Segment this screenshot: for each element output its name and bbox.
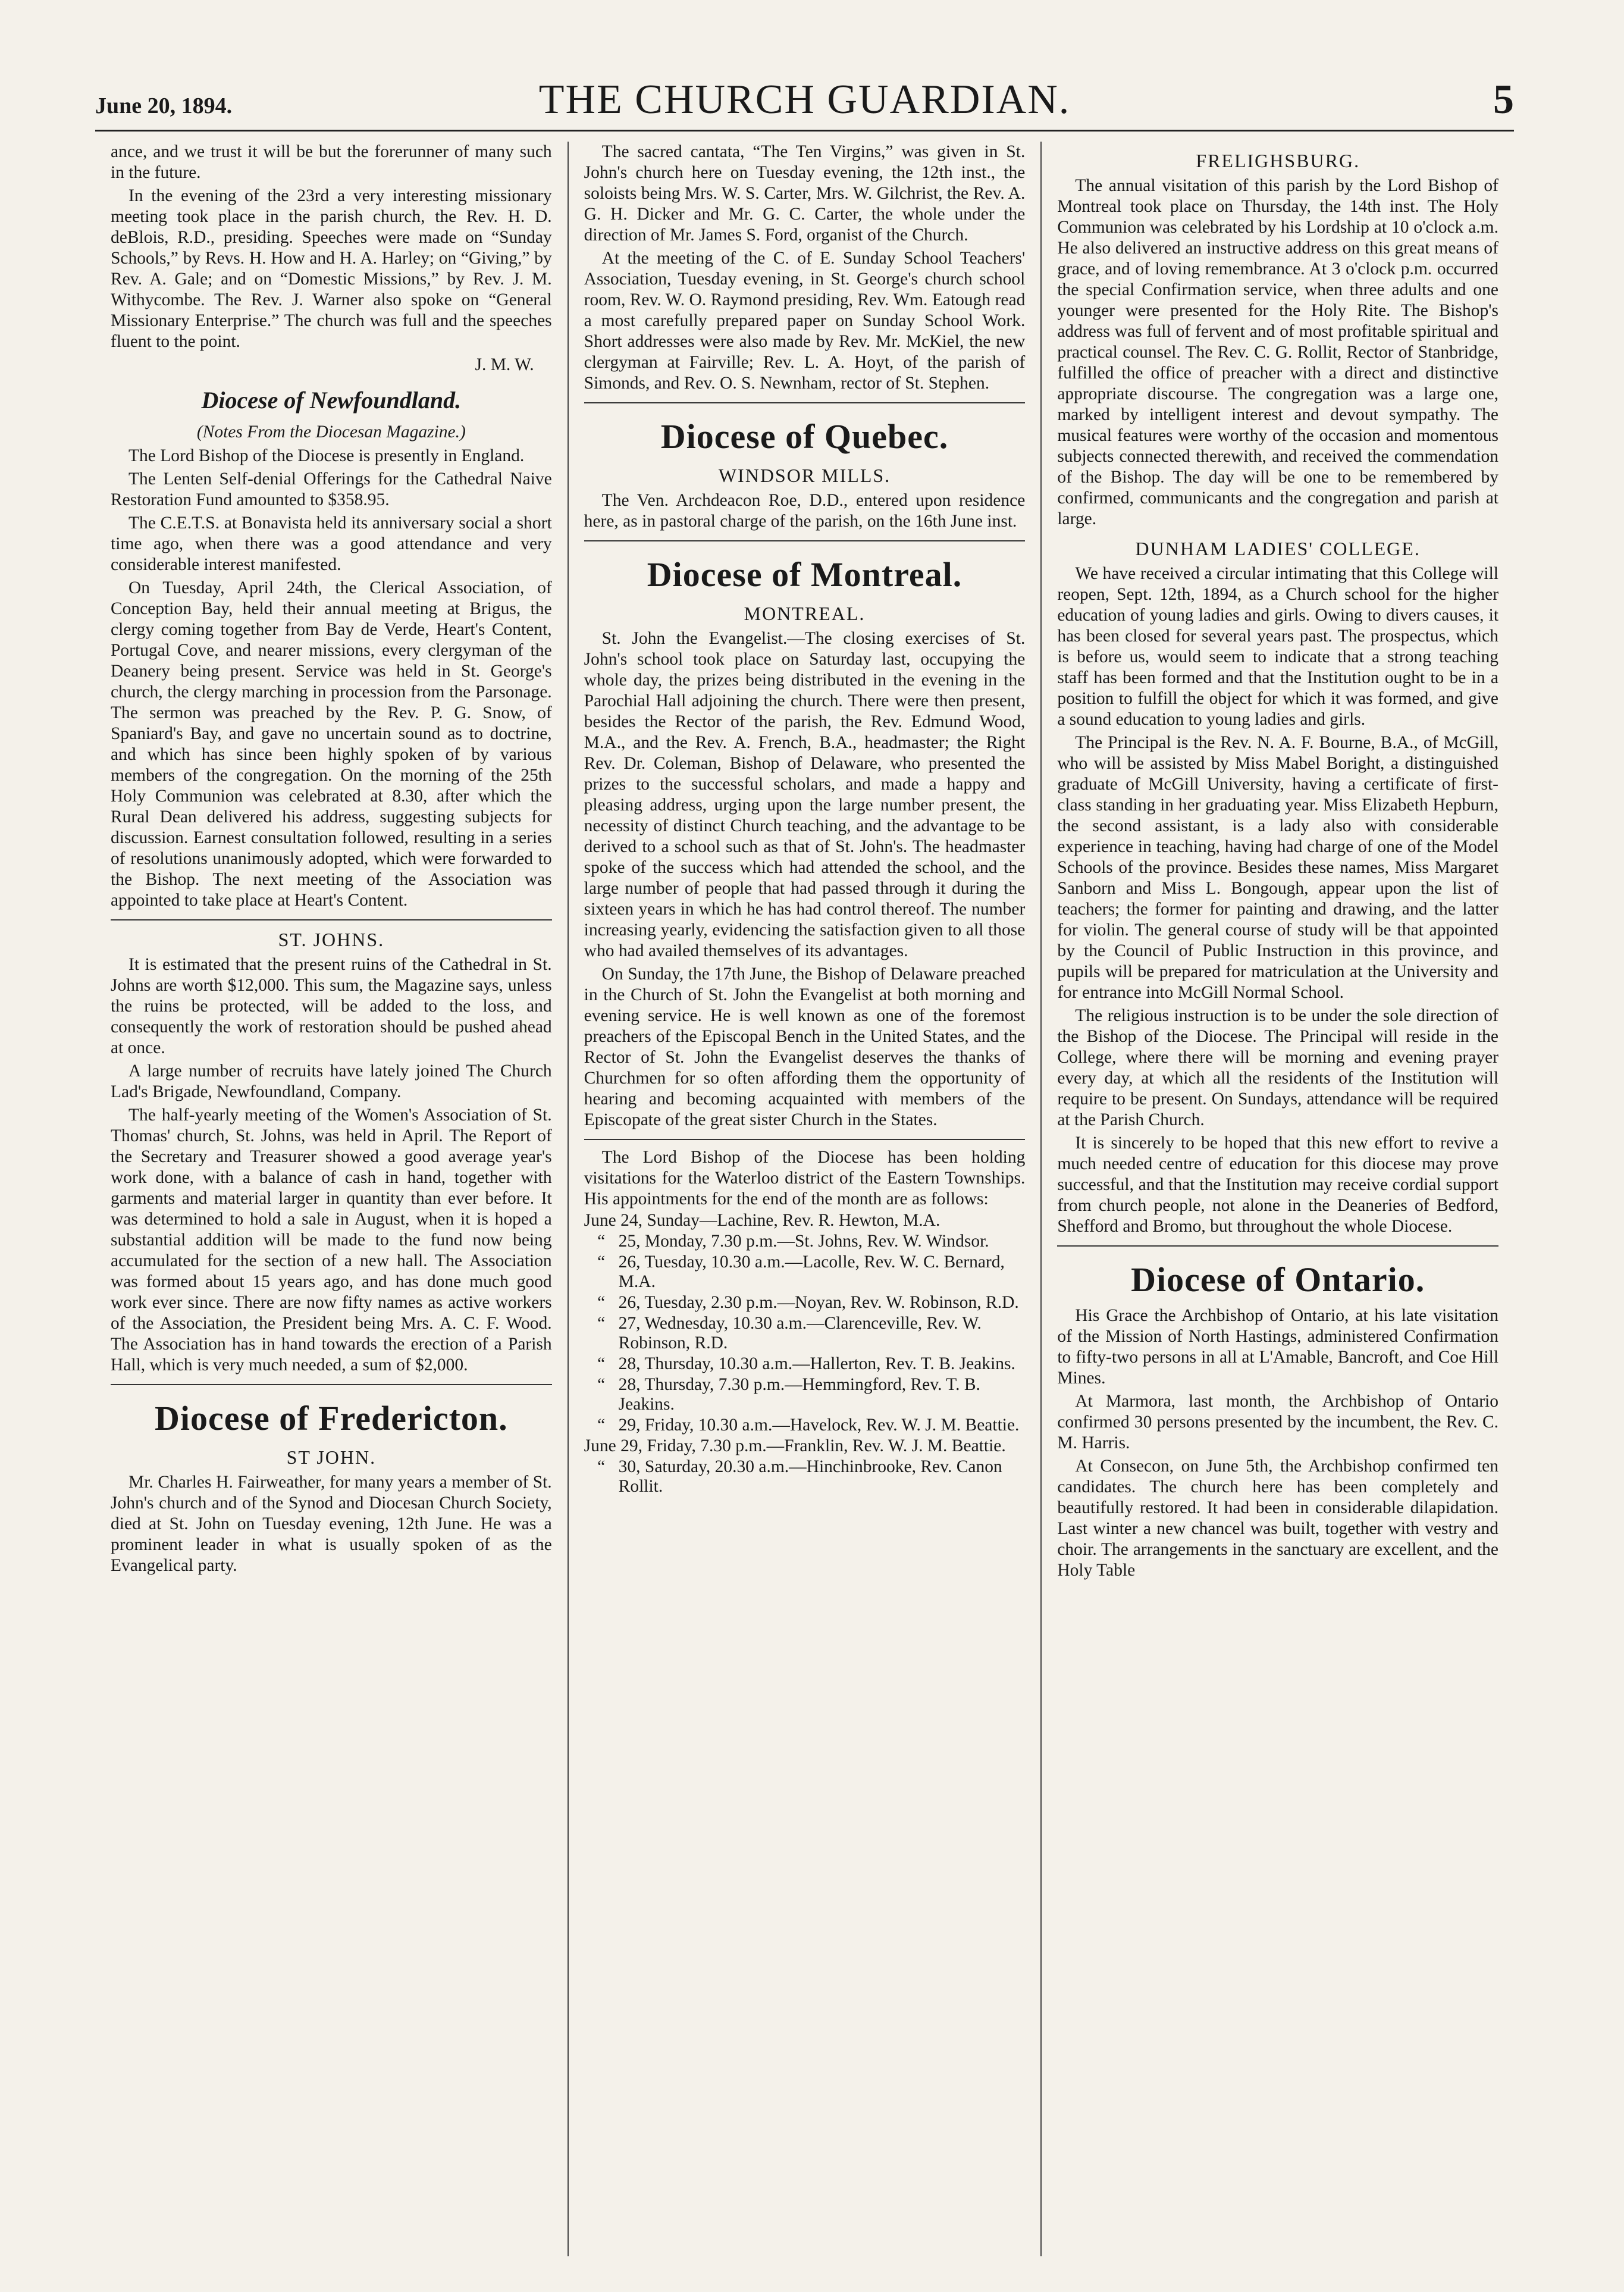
paragraph: In the evening of the 23rd a very interesting missionary meeting took place in the parish church, the Rev. H. D. deBlois, R.D., presiding. Speeches were made on “Sunday Schools,” by Revs. H. How and H. A. Harley; on “Giving,” by Rev. A. Gale; and on “Domestic Missions,” by Rev. J. M. Withycombe. The Rev. J. Warner also spoke on “General Missionary Enterprise.” The church was full and the speeches fluent to the point. [111,186,552,351]
paragraph: At the meeting of the C. of E. Sunday School Teachers' Association, Tuesday evening, in St. George's church school room, Rev. W. O. Raymond presiding, Rev. Wm. Eatough read a most carefully prepared paper on Sunday School Work. Short addresses were also made by Rev. Mr. McKiel, the new clergyman at Fairville; Rev. L. A. Hoyt, of the parish of Simonds, and Rev. O. S. Newnham, rector of St. Stephen. [584,249,1026,393]
list-item: “ 29, Friday, 10.30 a.m.—Havelock, Rev. W. J. M. Beattie. [597,1416,1020,1435]
paragraph: The Lenten Self-denial Offerings for the Cathedral Naive Restoration Fund amounted to $358.95. [111,469,552,509]
list-item: “ 28, Thursday, 7.30 p.m.—Hemmingford, Rev. T. B. Jeakins. [597,1375,980,1414]
diocese-heading-fredericton: Diocese of Fredericton. [155,1399,508,1438]
diocese-heading-newfoundland: Diocese of Newfoundland. [201,387,462,414]
subheading-frelighsburg: FRELIGHSBURG. [1196,150,1360,171]
subheading-windsor-mills: WINDSOR MILLS. [718,465,891,486]
paragraph: The religious instruction is to be under the sole direction of the Bishop of the Diocese. The Principal will reside in the College, where there will be morning and evening prayer every day, at which all the residents of the Institution will require to be present. On Sundays, attendance will be required at the Parish Church. [1057,1006,1499,1129]
source-note: (Notes From the Diocesan Magazine.) [196,422,466,442]
paragraph: The sacred cantata, “The Ten Virgins,” was given in St. John's church here on Tuesday evening, the 12th inst., the soloists being Mrs. W. S. Carter, Mrs. W. Gilchrist, the Rev. A. G. H. Dicker and Mr. G. C. Carter, the whole under the direction of Mr. James S. Ford, organist of the Church. [584,142,1026,245]
newspaper-title: THE CHURCH GUARDIAN. [538,77,1071,123]
column-1 [95,142,568,2256]
diocese-heading-ontario: Diocese of Ontario. [1131,1260,1425,1299]
paragraph: ance, and we trust it will be but the forerunner of many such in the future. [111,142,552,182]
list-item: “ 27, Wednesday, 10.30 a.m.—Clarenceville, Rev. W. Robinson, R.D. [597,1314,982,1352]
paragraph: St. John the Evangelist.—The closing exercises of St. John's school took place on Saturday last, occupying the whole day, the prizes being distributed in the evening in the Parochial Hall adjoining the church. There were then present, besides the Rector of the parish, the Rev. Edmund Wood, M.A., and the Rev. A. French, B.A., headmaster; the Right Rev. Dr. Coleman, Bishop of Delaware, who presented the prizes to the successful scholars, and made a happy and pleasing address, urging upon the large number present, the necessity of distinct Church teaching, and the advantage to be derived to a school such as that of St. John's. The headmaster spoke of the success which had attended the school, and the large number of people that had passed through it during the sixteen years in which he has had control thereof. The number increasing yearly, evidencing the satisfaction given to all those who had availed themselves of its advantages. [584,629,1026,960]
paragraph: At Consecon, on June 5th, the Archbishop confirmed ten candidates. The church here has been completely and beautifully restored. It had been in considerable dilapidation. Last winter a new chancel was built, together with vestry and choir. The arrangements in the sanctuary are excellent, and the Holy Table [1057,1457,1499,1580]
subheading-st-john: ST JOHN. [286,1446,377,1468]
appointment-date: 28, [618,1375,641,1394]
diocese-heading-montreal: Diocese of Montreal. [647,555,963,594]
subheading-montreal: MONTREAL. [744,603,866,624]
list-item: June 29, Friday, 7.30 p.m.—Franklin, Rev. W. J. M. Beattie. [584,1436,1006,1455]
appointment-date: 29, [618,1416,641,1435]
paragraph: On Sunday, the 17th June, the Bishop of Delaware preached in the Church of St. John the Evangelist at both morning and evening service. He is well known as one of the foremost preachers of the Episcopal Bench in the United States, and the Rector of St. John the Evangelist deserves the thanks of Churchmen for so often affording them the opportunity of hearing and becoming acquainted with members of the Episcopate of the great sister Church in the States. [584,965,1026,1129]
column-2 [568,142,1041,2256]
appointment-date: 28, [618,1354,641,1373]
paragraph: The annual visitation of this parish by the Lord Bishop of Montreal took place on Thursday, the 14th inst. The Holy Communion was celebrated by his Lordship at 10 o'clock a.m. He also delivered an instructive address on this great means of grace, and of loving remembrance. At 3 o'clock p.m. occurred the special Confirmation service, when three adults and one younger were presented for the Holy Rite. The Bishop's address was full of fervent and of most profitable spiritual and practical counsel. The Rev. C. G. Rollit, Rector of Stanbridge, fulfilled the office of preacher with a direct and distinctive appropriate discourse. The congregation was a large one, marked by intelligent interest and devout sympathy. The musical features were worthy of the occasion and momentous subjects connected therewith, and received the commendation of the Bishop. The day will be one to be remembered by confirmed, communicants and the congregation and parish at large. [1057,176,1499,528]
issue-date: June 20, 1894. [95,93,233,118]
paragraph: The Lord Bishop of the Diocese is presently in England. [128,446,525,465]
list-item: “ 30, Saturday, 20.30 a.m.—Hinchinbrooke, Rev. Canon Rollit. [597,1457,1002,1496]
paragraph: At Marmora, last month, the Archbishop of Ontario confirmed 30 persons presented by the incumbent, the Rev. C. M. Harris. [1057,1392,1499,1452]
appointment-date: June 29, [584,1436,642,1455]
appointment-date: 25, [618,1232,641,1251]
section-rule [1057,1245,1498,1247]
list-item: “ 25, Monday, 7.30 p.m.—St. Johns, Rev. W. Windsor. [597,1232,989,1251]
paragraph: The Principal is the Rev. N. A. F. Bourne, B.A., of McGill, who will be assisted by Miss Mabel Boright, a distinguished graduate of McGill University, having a certificate of first-class standing in her graduating year. Miss Elizabeth Hepburn, the second assistant, is a lady also with considerable experience in teaching, having had charge of one of the Model Schools of the province. Besides these names, Miss Margaret Sanborn and Miss L. Bongough, appear upon the list of teachers; the former for painting and drawing, and the latter for violin. The general course of study will be that appointed by the Council of Public Instruction in this province, and pupils will be prepared for matriculation at the University and for entrance into McGill Normal School. [1057,733,1499,1002]
section-rule [111,1384,552,1385]
section-rule [584,402,1026,403]
list-item: “ 26, Tuesday, 2.30 p.m.—Noyan, Rev. W. Robinson, R.D. [597,1293,1019,1312]
appointments-list [584,1211,1026,1496]
paragraph: A large number of recruits have lately joined The Church Lad's Brigade, Newfoundland, Company. [111,1062,552,1101]
signature: J. M. W. [475,355,534,374]
column-3 [1040,142,1514,2256]
section-rule [111,919,552,920]
subheading-dunham-ladies-college: DUNHAM LADIES' COLLEGE. [1135,538,1421,559]
paragraph: The Ven. Archdeacon Roe, D.D., entered upon residence here, as in pastoral charge of the parish, on the 16th June inst. [584,491,1026,531]
diocese-heading-quebec: Diocese of Quebec. [660,417,949,456]
article-columns [95,142,1514,2256]
section-rule [584,1139,1026,1140]
masthead [95,64,1514,131]
paragraph: On Tuesday, April 24th, the Clerical Association, of Conception Bay, held their annual meeting at Brigus, the clergy coming together from Bay de Verde, Heart's Content, Portugal Cove, and nearer missions, every clergyman of the Deanery being present. Service was held in St. George's church, the clergy marching in procession from the Parsonage. The sermon was preached by the Rev. P. G. Snow, of Spaniard's Bay, and gave no uncertain sound as to doctrine, and which has since been highly spoken of by various members of the congregation. On the morning of the 25th Holy Communion was celebrated at 8.30, after which the Rural Dean delivered his address, suggesting subjects for discussion. Earnest consultation followed, resulting in a series of resolutions unanimously adopted, which were forwarded to the Bishop. The next meeting of the Association was appointed to take place at Heart's Content. [111,578,552,910]
section-rule [584,540,1026,541]
paragraph: The half-yearly meeting of the Women's Association of St. Thomas' church, St. Johns, was held in April. The Report of the Secretary and Treasurer showed a good average year's work done, with a balance of cash in hand, together with garments and material larger in quantity than ever before. It was determined to hold a sale in August, when it is hoped a substantial addition will be made to the fund now being accumulated for the section of a new hall. The Association was formed about 15 years ago, and has done much good work ever since. There are now fifty names as active workers of the Association, the President being Mrs. A. C. F. Wood. The Association has in hand towards the erection of a Parish Hall, which is very much needed, a sum of $2,000. [111,1106,552,1374]
list-item: June 24, Sunday—Lachine, Rev. R. Hewton, M.A. [584,1211,940,1230]
appointment-date: 30, [618,1457,641,1476]
paragraph: His Grace the Archbishop of Ontario, at his late visitation of the Mission of North Hastings, administered Confirmation to fifty-two persons in all at L'Amable, Bancroft, and Coe Hill Mines. [1057,1306,1499,1388]
appointment-date: June 24, [584,1211,642,1230]
paragraph: The C.E.T.S. at Bonavista held its anniversary social a short time ago, when there was a good attendance and very considerable interest manifested. [111,513,552,574]
paragraph: Mr. Charles H. Fairweather, for many years a member of St. John's church and of the Synod and Diocesan Church Society, died at St. John on Tuesday evening, 12th June. He was a prominent leader in what is usually spoken of as the Evangelical party. [111,1473,552,1575]
paragraph: The Lord Bishop of the Diocese has been holding visitations for the Waterloo district of the Eastern Townships. His appointments for the end of the month are as follows: [584,1148,1026,1208]
appointment-date: 26, [618,1253,641,1272]
paragraph: It is estimated that the present ruins of the Cathedral in St. Johns are worth $12,000. This sum, the Magazine says, unless the ruins be protected, will be added to the loss, and consequently the work of restoration should be pushed ahead at once. [111,955,552,1057]
appointment-date: 27, [618,1314,641,1333]
list-item: “ 28, Thursday, 10.30 a.m.—Hallerton, Rev. T. B. Jeakins. [597,1354,1015,1373]
subheading-st-johns: ST. JOHNS. [278,929,385,950]
appointment-date: 26, [618,1293,641,1312]
paragraph: It is sincerely to be hoped that this new effort to revive a much needed centre of education for this diocese may prove successful, and that the Institution may receive cordial support from church people, not alone in the Deaneries of Bedford, Shefford and Bromo, but throughout the whole Diocese. [1057,1134,1499,1236]
list-item: “ 26, Tuesday, 10.30 a.m.—Lacolle, Rev. W. C. Bernard, M.A. [597,1253,1005,1291]
page-number: 5 [1493,77,1514,123]
paragraph: We have received a circular intimating that this College will reopen, Sept. 12th, 1894, as a Church school for the higher education of young ladies and girls. Owing to divers causes, it has been closed for several years past. The prospectus, which is before us, would seem to indicate that a strong teaching staff has been formed and that the Institution ought to be in a position to fulfill the object for which it was formed, and give a sound education to young ladies and girls. [1057,564,1499,729]
